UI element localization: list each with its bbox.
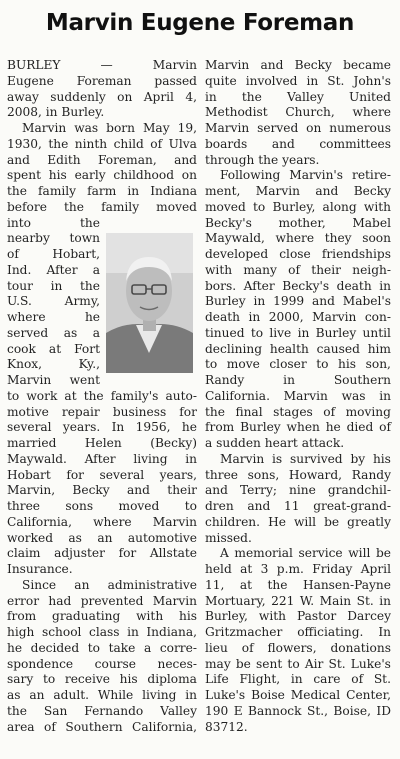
text-line: dren and 11 great-grand-	[205, 499, 391, 513]
text-line: Marvin, Becky and their	[7, 483, 197, 498]
text-line: California, where Marvin	[7, 514, 197, 529]
text-line: 83712.	[205, 719, 248, 734]
obituary-title: Marvin Eugene Foreman	[45, 10, 355, 36]
text-line: Maywald, where they soon	[205, 231, 391, 246]
text-line: claim adjuster for Allstate	[7, 546, 197, 561]
text-line: motive repair business for	[7, 404, 197, 419]
text-line: developed close friendships	[205, 247, 391, 261]
text-line: boards and committees	[205, 136, 391, 151]
text-line: Hobart for several years,	[7, 467, 197, 482]
text-line: area of Southern California,	[7, 719, 197, 734]
text-line: a sudden heart attack.	[205, 436, 345, 450]
text-line: sary to receive his diploma	[7, 672, 197, 687]
text-line: ment, Marvin and Becky	[205, 184, 391, 198]
text-line: Burley, with Pastor Darcey	[205, 609, 391, 624]
text-line: lieu of flowers, donations	[205, 640, 391, 655]
text-line: nearby town	[7, 231, 100, 246]
text-line: 1930, the ninth child of Ulva	[7, 136, 197, 151]
text-line: three sons moved to	[7, 499, 197, 513]
column-right	[205, 58, 391, 735]
text-line: and Edith Foreman, and	[7, 152, 197, 167]
text-line: served as a	[7, 325, 100, 340]
text-line: U.S. Army,	[7, 294, 100, 309]
text-line: Becky's mother, Mabel	[205, 215, 391, 230]
text-line: declining health caused him	[205, 341, 391, 356]
text-line: before the family moved	[7, 199, 197, 214]
text-line: death in 2000, Marvin con-	[205, 310, 391, 324]
text-line: children. He will be greatly	[205, 514, 391, 529]
text-line: Marvin served on numerous	[205, 121, 391, 135]
text-line: in the Valley United	[205, 89, 391, 104]
text-line: the family farm in Indiana	[7, 184, 197, 198]
portrait-photo	[106, 233, 193, 373]
text-line: Marvin went	[7, 373, 100, 387]
text-line: 2008, in Burley.	[7, 105, 105, 120]
text-line: error had prevented Marvin	[7, 593, 197, 608]
text-line: to move closer to his son,	[205, 357, 391, 372]
text-line: Maywald. After living in	[7, 451, 197, 466]
text-line: the San Fernando Valley	[7, 703, 197, 718]
portrait-image	[106, 233, 193, 373]
text-line: A memorial service will be	[220, 546, 391, 561]
text-line: three sons, Howard, Randy	[205, 467, 391, 482]
text-line: Following Marvin's retire-	[220, 168, 391, 183]
text-line: with many of their neigh-	[205, 262, 391, 277]
text-line: moved to Burley, along with	[205, 199, 391, 214]
text-line: quite involved in St. John's	[205, 73, 391, 88]
text-line: to work at the family's auto-	[7, 388, 197, 403]
text-line: Insurance.	[7, 562, 73, 576]
text-line: away suddenly on April 4,	[7, 89, 197, 104]
text-line: Knox, Ky.,	[7, 357, 100, 372]
text-line: several years. In 1956, he	[7, 420, 197, 435]
text-line: 11, at the Hansen-Payne	[205, 577, 391, 592]
text-line: Marvin is survived by his	[220, 451, 391, 466]
text-line: Gritzmacher officiating. In	[205, 625, 391, 639]
text-line: Ind. After a	[7, 262, 100, 277]
text-line: of Hobart,	[7, 247, 100, 261]
text-line: through the years.	[205, 152, 320, 167]
text-line: may be sent to Air St. Luke's	[205, 656, 391, 671]
text-line: Eugene Foreman passed	[7, 73, 197, 88]
text-line: BURLEY — Marvin	[7, 58, 197, 72]
text-line: held at 3 p.m. Friday April	[205, 562, 391, 576]
text-line: Luke's Boise Medical Center,	[205, 688, 391, 702]
text-line: tour in the	[7, 278, 100, 293]
text-line: he decided to take a corre-	[7, 640, 197, 655]
text-line: cook at Fort	[7, 341, 100, 356]
text-line: into the	[7, 215, 100, 230]
text-line: Randy in Southern	[205, 373, 391, 387]
text-line: Life Flight, in care of St.	[205, 672, 391, 687]
text-line: California. Marvin was in	[205, 388, 391, 403]
text-line: worked as an automotive	[7, 530, 197, 545]
text-line: Methodist Church, where	[205, 105, 391, 120]
text-line: spent his early childhood on	[7, 168, 197, 183]
text-line: as an adult. While living in	[7, 688, 197, 702]
text-line: the final stages of moving	[205, 404, 391, 419]
text-line: bors. After Becky's death in	[205, 278, 391, 293]
text-line: where he	[7, 310, 100, 324]
column-left	[7, 58, 197, 735]
text-line: tinued to live in Burley until	[205, 325, 391, 340]
text-line: Mortuary, 221 W. Main St. in	[205, 593, 391, 608]
text-line: spondence course neces-	[7, 656, 197, 671]
text-line: Marvin and Becky became	[205, 58, 391, 72]
text-line: and Terry; nine grandchil-	[205, 483, 391, 498]
text-line: missed.	[205, 530, 252, 545]
text-line: high school class in Indiana,	[7, 625, 197, 639]
text-line: married Helen (Becky)	[7, 436, 197, 450]
text-line: from graduating with his	[7, 609, 197, 624]
text-line: Since an administrative	[22, 577, 197, 592]
text-line: Marvin was born May 19,	[22, 121, 197, 135]
text-line: 190 E Bannock St., Boise, ID	[205, 703, 391, 718]
text-line: from Burley when he died of	[205, 420, 391, 435]
text-line: Burley in 1999 and Mabel's	[205, 294, 391, 309]
